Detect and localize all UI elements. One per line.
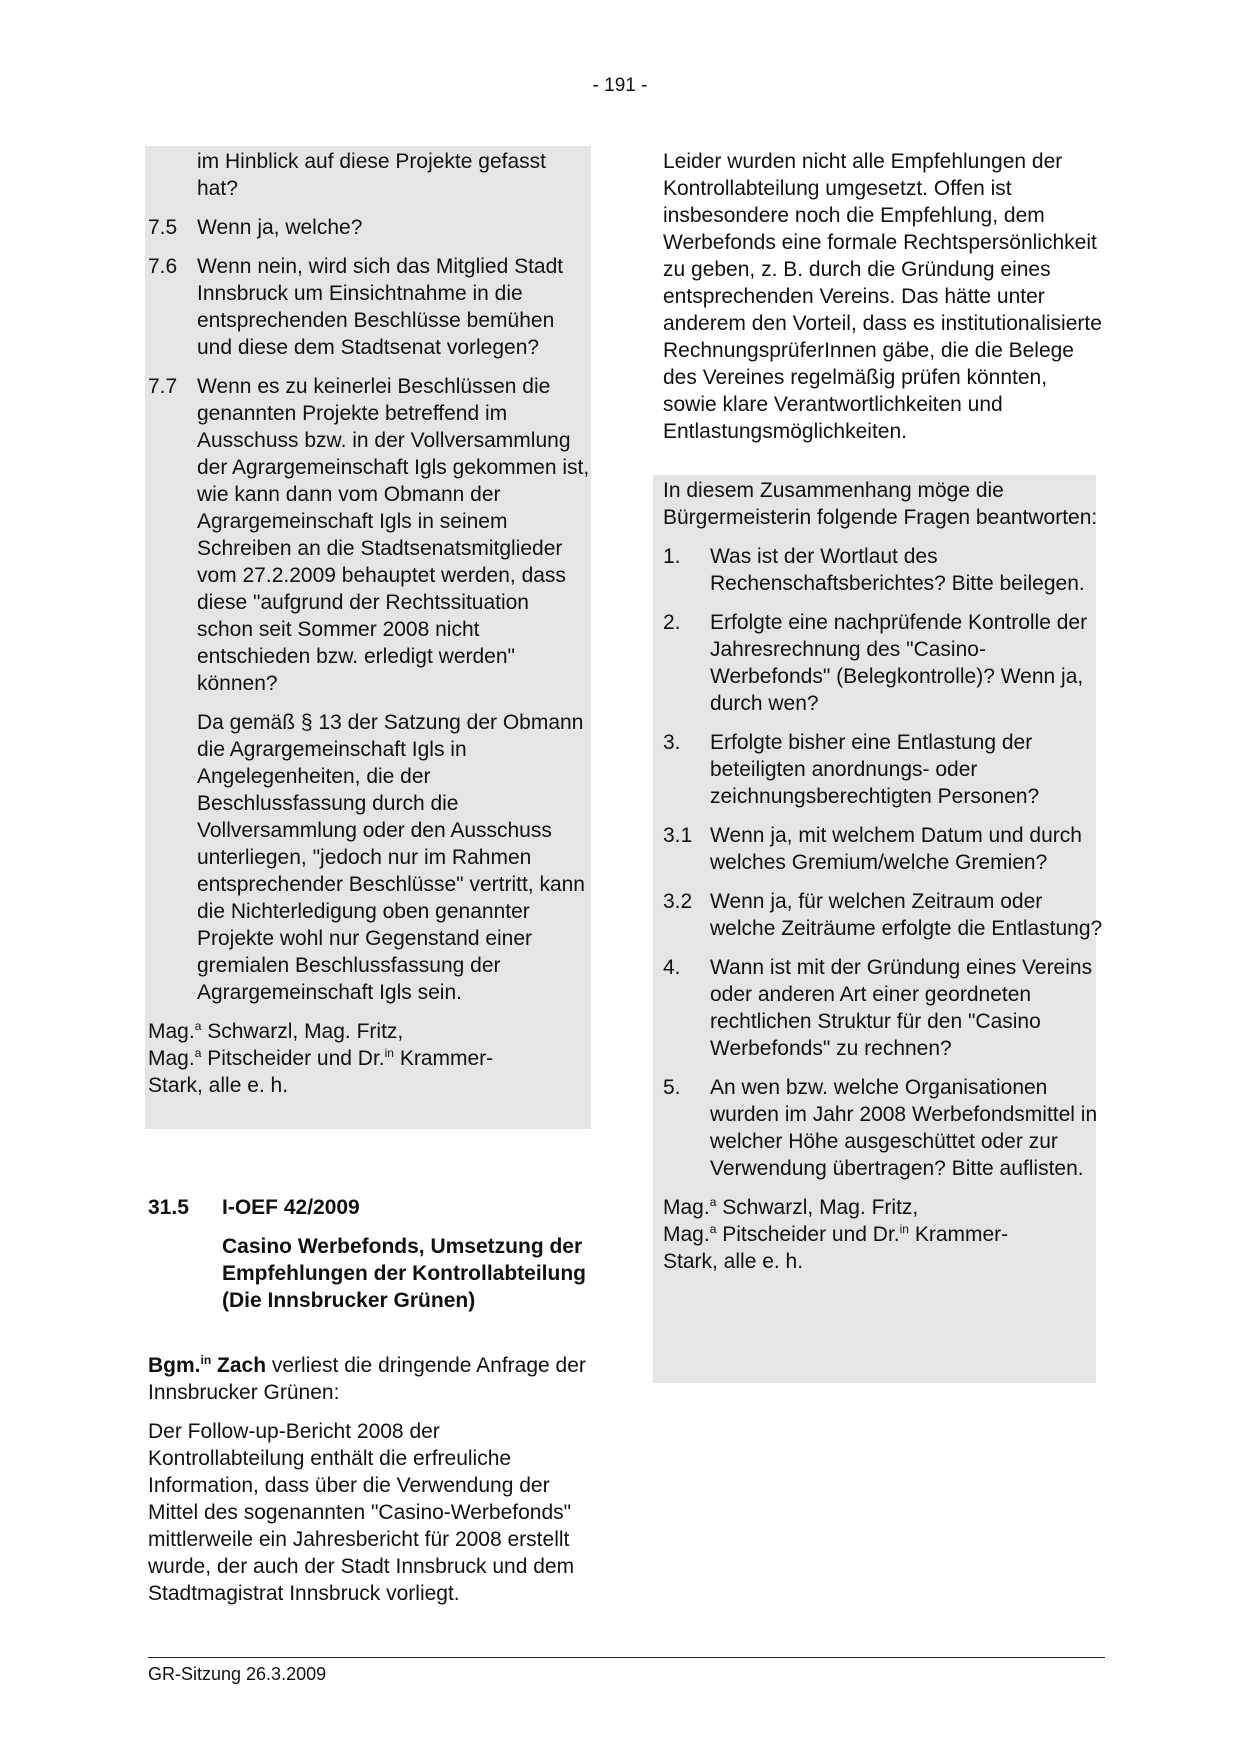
question-text: Erfolgte eine nachprüfende Kontrolle der Jahresrechnung des "Casino-Werbefonds" (Belegkontrolle)? Wenn ja, durch wen? — [710, 611, 1088, 715]
question-text: Erfolgte bisher eine Entlastung der beteiligten anordnungs- oder zeichnungsberechtigten Personen? — [710, 731, 1040, 808]
question-7-7-paragraph: Da gemäß § 13 der Satzung der Obmann die Agrargemeinschaft Igls in Angelegenheiten, die der Beschlussfassung durch die Vollversammlung oder den Ausschuss unterliegen, "jedoch nur im Rahmen entsprechender Beschlüsse" vertritt, kann die Nichterledigung oben genannter Projekte wohl nur Gegenstand einer gremialen Beschlussfassung der Agrargemeinschaft Igls sein. — [197, 711, 585, 1004]
signatories: Mag.$^a$ Schwarzl, Mag. Fritz, Mag.$^a$ Pitscheider und Dr.$^{in}$ Krammer- Stark, alle e. h. — [663, 1195, 1009, 1273]
question-item — [663, 888, 1105, 942]
right-column — [663, 148, 1105, 445]
question-7-5: 7.5 Wenn ja, welche? — [148, 216, 363, 239]
footer-divider — [148, 1657, 1105, 1658]
question-7-6: 7.6 Wenn nein, wird sich das Mitglied Stadt Innsbruck um Einsichtnahme in die entsprechenden Beschlüsse bemühen und diese dem Stadtsenat vorlegen? — [148, 255, 564, 359]
question-item — [663, 609, 1105, 717]
question-text: An wen bzw. welche Organisationen wurden im Jahr 2008 Werbefondsmittel in welcher Höhe ausgeschüttet oder zur Verwendung übertragen? Bitte auflisten. — [710, 1076, 1098, 1180]
question-7-4-continued: im Hinblick auf diese Projekte gefasst hat? — [197, 150, 546, 200]
page-number: - 191 - — [592, 75, 648, 96]
question-item — [663, 1074, 1105, 1182]
intro-paragraph: Leider wurden nicht alle Empfehlungen der Kontrollabteilung umgesetzt. Offen ist insbesondere noch die Empfehlung, dem Werbefonds eine formale Rechtspersönlichkeit zu geben, z. B. durch die Gründung eines entsprechenden Vereins. Das hätte unter anderem den Vorteil, dass es institutionalisierte RechnungsprüferInnen gäbe, die die Belege des Vereines regelmäßig prüfen könnten, sowie klare Verantwortlichkeiten und Entlastungsmöglichkeiten. — [663, 150, 1102, 443]
questions-intro: In diesem Zusammenhang möge die Bürgermeisterin folgende Fragen beantworten: — [663, 479, 1098, 529]
question-item — [663, 822, 1105, 876]
section-heading — [148, 1194, 590, 1314]
question-number: 1. — [663, 545, 681, 568]
question-item — [663, 954, 1105, 1062]
reading-block — [148, 1352, 590, 1607]
question-7-7: 7.7 Wenn es zu keinerlei Beschlüssen die genannten Projekte betreffend im Ausschuss bzw. in der Vollversammlung der Agrargemeinschaft Igls gekommen ist, wie kann dann vom Obmann der Agrargemeinschaft Igls in seinem Schreiben an die Stadtsenatsmitglieder vom 27.2.2009 behauptet werden, dass diese "aufgrund der Rechtssituation schon seit Sommer 2008 nicht entschieden bzw. erledigt werden" können? — [148, 375, 590, 695]
section-code: I-OEF 42/2009 — [222, 1196, 360, 1219]
question-number: 7.7 — [148, 375, 178, 398]
footer-text: GR-Sitzung 26.3.2009 — [148, 1664, 327, 1684]
question-number: 3.1 — [663, 824, 693, 847]
signatories: Mag.$^a$ Schwarzl, Mag. Fritz, Mag.$^a$ Pitscheider und Dr.$^{in}$ Krammer- Stark, alle e. h. — [148, 1019, 494, 1097]
questions-list — [663, 543, 1105, 1194]
question-number: 7.5 — [148, 216, 178, 239]
question-number: 5. — [663, 1076, 681, 1099]
reader-line: Bgm.$^{in}$ Zach verliest die dringende Anfrage der Innsbrucker Grünen: — [148, 1353, 586, 1404]
question-number: 2. — [663, 611, 681, 634]
question-number: 3. — [663, 731, 681, 754]
section-number: 31.5 — [148, 1196, 189, 1219]
right-questions-block — [663, 477, 1105, 1275]
question-item — [663, 729, 1105, 810]
question-text: Wenn ja, für welchen Zeitraum oder welche Zeiträume erfolgte die Entlastung? — [710, 890, 1103, 940]
question-text: Was ist der Wortlaut des Rechenschaftsberichtes? Bitte beilegen. — [710, 545, 1085, 595]
question-number: 3.2 — [663, 890, 693, 913]
section-title: Casino Werbefonds, Umsetzung der Empfehlungen der Kontrollabteilung (Die Innsbrucker Grünen) — [222, 1235, 586, 1312]
left-column — [148, 148, 590, 1099]
question-number: 7.6 — [148, 255, 178, 278]
question-text: Wenn ja, mit welchem Datum und durch welches Gremium/welche Gremien? — [710, 824, 1082, 874]
question-number: 4. — [663, 956, 681, 979]
question-text: Wann ist mit der Gründung eines Vereins oder anderen Art einer geordneten rechtlichen Struktur für den "Casino Werbefonds" zu rechnen? — [710, 956, 1093, 1060]
body-paragraph: Der Follow-up-Bericht 2008 der Kontrollabteilung enthält die erfreuliche Information, dass über die Verwendung der Mittel des sogenannten "Casino-Werbefonds" mittlerweile ein Jahresbericht für 2008 erstellt wurde, der auch der Stadt Innsbruck und dem Stadtmagistrat Innsbruck vorliegt. — [148, 1420, 575, 1605]
question-item — [663, 543, 1105, 597]
